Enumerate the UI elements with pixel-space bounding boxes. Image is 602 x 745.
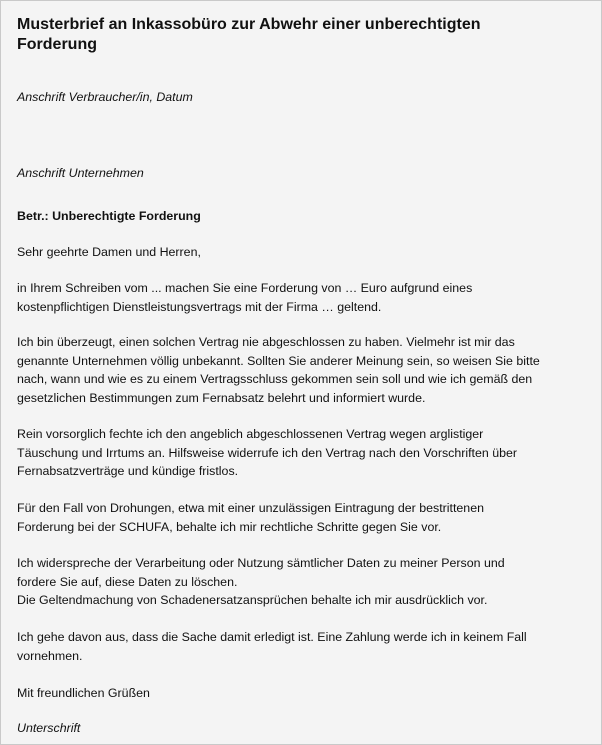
paragraph-line: Für den Fall von Drohungen, etwa mit einer unzulässigen Eintragung der bestrittenen	[17, 501, 484, 515]
subject-line: Betr.: Unberechtigte Forderung	[17, 209, 201, 223]
title-line-2: Forderung	[17, 36, 97, 53]
paragraph-contract-denial	[17, 333, 589, 407]
paragraph-conclusion	[17, 628, 589, 665]
paragraph-line: gesetzlichen Bestimmungen zum Fernabsatz belehrt und informiert wurde.	[17, 390, 426, 405]
recipient-address: Anschrift Unternehmen	[17, 166, 144, 180]
paragraph-line: genannte Unternehmen völlig unbekannt. Sollten Sie anderer Meinung sein, so weisen Sie bitte	[17, 353, 540, 368]
closing-greeting: Mit freundlichen Grüßen	[17, 686, 150, 700]
salutation: Sehr geehrte Damen und Herren,	[17, 245, 201, 259]
paragraph-line: Forderung bei der SCHUFA, behalte ich mir rechtliche Schritte gegen Sie vor.	[17, 519, 442, 534]
paragraph-line: kostenpflichtigen Dienstleistungsvertrags mit der Firma … geltend.	[17, 299, 382, 314]
document-title	[17, 15, 587, 55]
paragraph-rescission	[17, 425, 589, 481]
paragraph-line: nach, wann und wie es zu einem Vertragsschluss gekommen sein soll und wie ich gemäß den	[17, 372, 533, 387]
paragraph-line: Ich widerspreche der Verarbeitung oder Nutzung sämtlicher Daten zu meiner Person und	[17, 556, 505, 570]
paragraph-line: Ich gehe davon aus, dass die Sache damit erledigt ist. Eine Zahlung werde ich in keinem Fall	[17, 630, 527, 644]
signature-placeholder: Unterschrift	[17, 721, 81, 735]
paragraph-line: vornehmen.	[17, 648, 83, 663]
paragraph-data-objection	[17, 554, 589, 610]
paragraph-line: Ich bin überzeugt, einen solchen Vertrag nie abgeschlossen zu haben. Vielmehr ist mir das	[17, 335, 515, 349]
paragraph-line: Rein vorsorglich fechte ich den angeblich abgeschlossenen Vertrag wegen arglistiger	[17, 427, 484, 441]
paragraph-line: Täuschung und Irrtums an. Hilfsweise widerrufe ich den Vertrag nach den Vorschriften über	[17, 445, 518, 460]
paragraph-schufa	[17, 499, 589, 536]
sender-address: Anschrift Verbraucher/in, Datum	[17, 90, 193, 104]
paragraph-line: fordere Sie auf, diese Daten zu löschen.	[17, 574, 238, 589]
title-line-1: Musterbrief an Inkassobüro zur Abwehr einer unberechtigten	[17, 16, 481, 33]
paragraph-line: Die Geltendmachung von Schadenersatzansprüchen behalte ich mir ausdrücklich vor.	[17, 593, 488, 608]
paragraph-claim	[17, 279, 589, 316]
paragraph-line: in Ihrem Schreiben vom ... machen Sie eine Forderung von … Euro aufgrund eines	[17, 281, 473, 295]
paragraph-line: Fernabsatzverträge und kündige fristlos.	[17, 464, 239, 479]
